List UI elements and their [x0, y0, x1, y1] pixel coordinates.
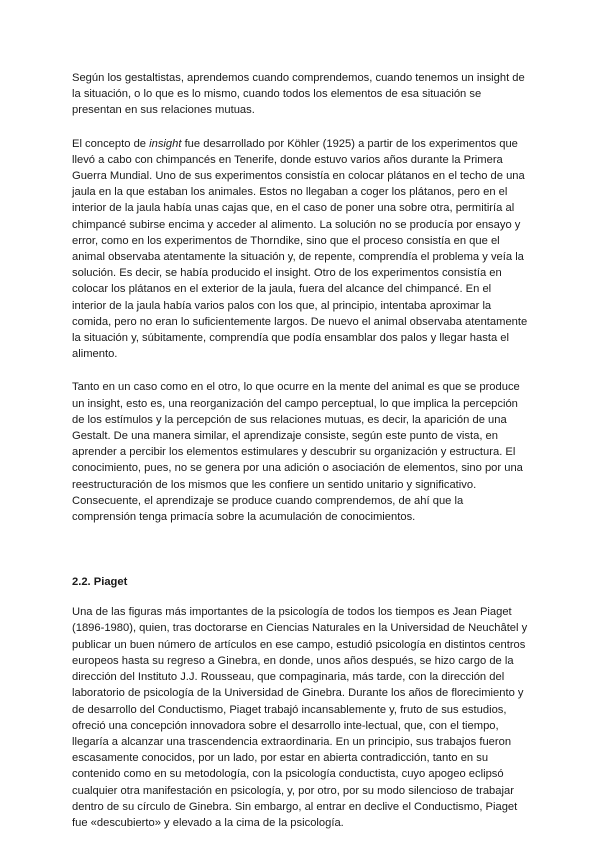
paragraph-reorganization: Tanto en un caso como en el otro, lo que ocurre en la mente del animal es que se produce un insight, esto es, una reorganización del campo perceptual, lo que implica la percepción de los estímulos y la percepción de sus relaciones mutuas, es decir, la aparición de una Gestalt. De una manera similar, el aprendizaje consiste, según este punto de vista, en aprender a percibir los elementos estimulares y descubrir su organización y estructura. El conocimiento, pues, no se genera por una adición o asociación de elementos, sino por una reestructuración de los mismos que les confiere un sentido unitario y significativo. Consecuente, el aprendizaje se produce cuando comprendemos, de ahí que la comprensión tenga primacía sobre la acumulación de conocimientos.	[72, 381, 523, 524]
paragraph-kohler-insight	[72, 136, 528, 363]
paragraph-gestalt-intro: Según los gestaltistas, aprendemos cuando comprendemos, cuando tenemos un insight de la situación, o lo que es lo mismo, cuando todos los elementos de esa situación se presentan en sus relaciones mutuas.	[72, 72, 525, 117]
paragraph-piaget: Una de las figuras más importantes de la psicología de todos los tiempos es Jean Piaget (1896-1980), quien, tras doctorarse en Ciencias Naturales en la Universidad de Neuchâtel y publicar un buen número de artículos en ese campo, estudió psicología en distintos centros europeos hasta su regreso a Ginebra, en donde, unos años después, se hizo cargo de la dirección del Instituto J.J. Rousseau, que compaginaria, más tarde, con la dirección del laboratorio de psicología de la Universidad de Ginebra. Durante los años de florecimiento y de desarrollo del Conductismo, Piaget trabajó incansablemente y, fruto de sus estudios, ofreció una concepción innovadora sobre el desarrollo inte-lectual, que, con el tiempo, llegaría a alcanzar una trascendencia extraordinaria. En un principio, sus trabajos fueron escasamente conocidos, por un lado, por estar en abierta contradicción, tanto en su contenido como en su metodología, con la psicología conductista, cuyo apogeo eclipsó cualquier otra manifestación en psicología, y, por otro, por su modo silencioso de trabajar dentro de su círculo de Ginebra. Sin embargo, al entrar en declive el Conductismo, Piaget fue «descubierto» y elevado a la cima de la psicología.	[72, 606, 528, 829]
paragraph-text: fue desarrollado por Köhler (1925) a partir de los experimentos que llevó a cabo con chimpancés en Tenerife, donde estuvo varios años durante la Primera Guerra Mundial. Uno de sus experimentos consistía en colocar plátanos en el techo de una jaula en la que estaban los animales. Estos no llegaban a coger los plátanos, pero en el interior de la jaula había unas cajas que, en el caso de poner una sobre otra, permitiría al chimpancé subirse encima y acceder al alimento. La solución no se producía por ensayo y error, como en los experimentos de Thorndike, sino que el proceso consistía en que el animal observaba atentamente la situación y, de repente, comprendía el problema y veía la solución. Es decir, se había producido el insight. Otro de los experimentos consistía en colocar los plátanos en el exterior de la jaula, fuera del alcance del chimpancé. En el interior de la jaula había varios palos con los que, al principio, intentaba aproximar la comida, pero no eran lo suficientemente largos. De nuevo el animal observaba atentamente la situación y, súbitamente, comprendía que podía ensamblar dos palos y llegar hasta el alimento.	[72, 137, 528, 361]
document-page	[72, 70, 528, 831]
italic-term-insight: insight	[149, 137, 182, 150]
section-heading-piaget: 2.2. Piaget	[72, 576, 128, 589]
paragraph-text: El concepto de	[72, 137, 150, 150]
